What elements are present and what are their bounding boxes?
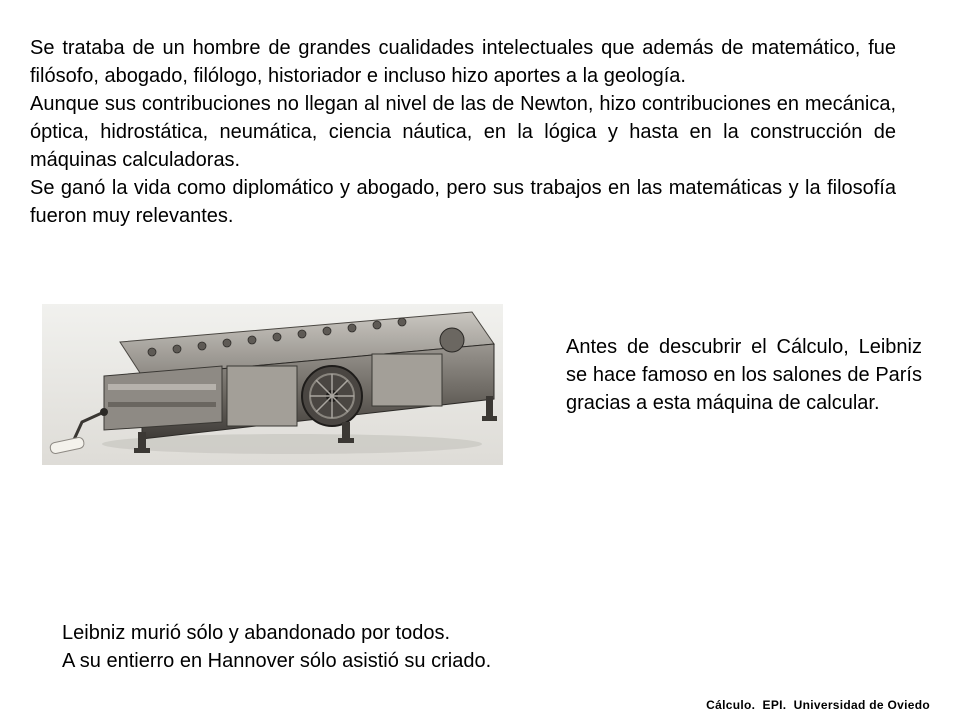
closing-line-funeral: A su entierro en Hannover sólo asistió su criado. bbox=[62, 650, 492, 672]
calculating-machine-photo bbox=[42, 304, 503, 465]
closing-line-death: Leibniz murió sólo y abandonado por todos. bbox=[62, 622, 451, 644]
closing-text bbox=[62, 619, 662, 675]
paragraph-intellect: Se trataba de un hombre de grandes cualidades intelectuales que además de matemático, fue filósofo, abogado, filólogo, historiador e incluso hizo aportes a la geología. bbox=[30, 37, 896, 87]
machine-caption: Antes de descubrir el Cálculo, Leibniz se hace famoso en los salones de París gracias a esta máquina de calcular. bbox=[566, 336, 922, 414]
intro-text bbox=[30, 34, 896, 230]
paragraph-contributions: Aunque sus contribuciones no llegan al nivel de las de Newton, hizo contribuciones en mecánica, óptica, hidrostática, neumática, ciencia náutica, en la lógica y hasta en la construcción de máquinas calculadoras. bbox=[30, 93, 896, 171]
paragraph-career: Se ganó la vida como diplomático y abogado, pero sus trabajos en las matemáticas y la filosofía fueron muy relevantes. bbox=[30, 177, 896, 227]
footer-credit: Cálculo. EPI. Universidad de Oviedo bbox=[706, 698, 930, 712]
